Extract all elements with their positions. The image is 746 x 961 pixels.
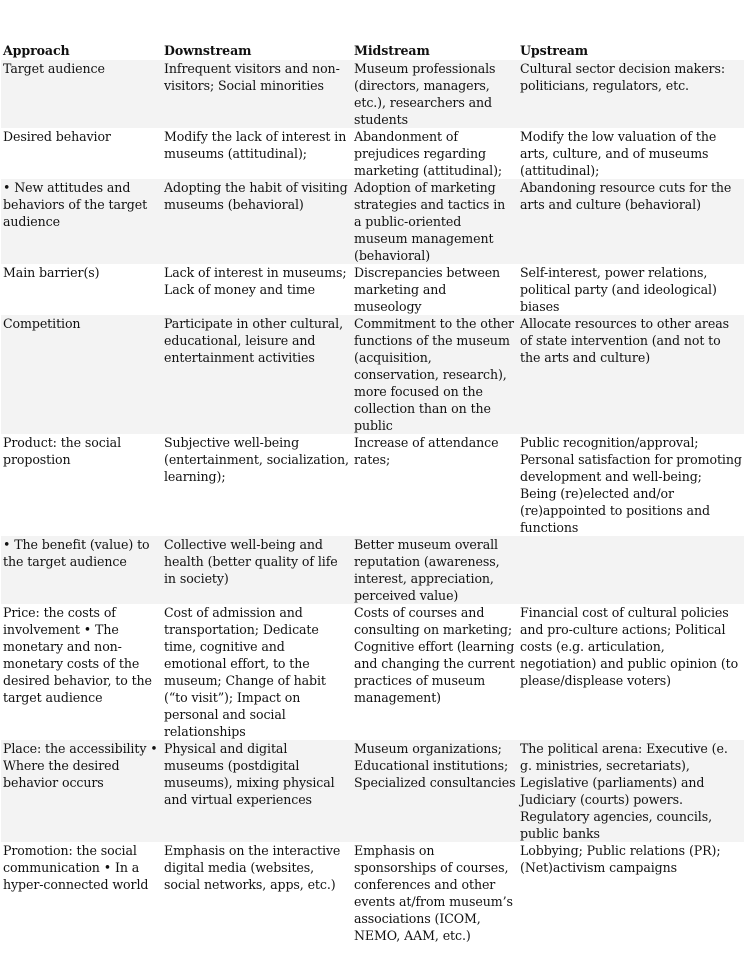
cell-midstream: Museum professionals (directors, managers, etc.), researchers and students bbox=[352, 60, 518, 128]
cell-midstream: Better museum overall reputation (awareness, interest, appreciation, perceived value) bbox=[352, 536, 518, 604]
header-approach: Approach bbox=[3, 43, 70, 58]
cell-approach: Product: the social propostion bbox=[3, 435, 121, 467]
table-row bbox=[1, 315, 744, 434]
header-downstream: Downstream bbox=[164, 43, 252, 58]
cell-midstream: Museum organizations; Educational institutions; Specialized consultancies bbox=[352, 740, 518, 842]
cell-midstream: Adoption of marketing strategies and tactics in a public-oriented museum management (behavioral) bbox=[352, 179, 518, 264]
cell-midstream: Emphasis on sponsorships of courses, conferences and other events at/from museum’s associations (ICOM, NEMO, AAM, etc.) bbox=[354, 843, 513, 943]
cell-downstream: Lack of interest in museums; Lack of money and time bbox=[164, 265, 347, 297]
table-row bbox=[1, 604, 744, 740]
cell-upstream: Self-interest, power relations, political party (and ideological) biases bbox=[520, 265, 717, 314]
cell-upstream: Cultural sector decision makers: politicians, regulators, etc. bbox=[518, 60, 744, 128]
cell-upstream: Allocate resources to other areas of state intervention (and not to the arts and culture) bbox=[518, 315, 744, 434]
table-header bbox=[1, 42, 744, 60]
cell-approach: Price: the costs of involvement • The monetary and non-monetary costs of the desired behavior, to the target audience bbox=[3, 605, 152, 705]
cell-upstream: Abandoning resource cuts for the arts and culture (behavioral) bbox=[518, 179, 744, 264]
cell-downstream: Emphasis on the interactive digital media (websites, social networks, apps, etc.) bbox=[164, 843, 341, 892]
table-row bbox=[1, 434, 744, 536]
cell-midstream: Costs of courses and consulting on marketing; Cognitive effort (learning and changing the current practices of museum management) bbox=[354, 605, 515, 705]
table-row bbox=[1, 842, 744, 961]
cell-downstream: Adopting the habit of visiting museums (behavioral) bbox=[162, 179, 352, 264]
cell-midstream: Increase of attendance rates; bbox=[354, 435, 499, 467]
table-row bbox=[1, 128, 744, 179]
cell-approach: • New attitudes and behaviors of the target audience bbox=[1, 179, 162, 264]
cell-approach: • The benefit (value) to the target audience bbox=[1, 536, 162, 604]
cell-midstream: Commitment to the other functions of the museum (acquisition, conservation, research), more focused on the collection than on the public bbox=[352, 315, 518, 434]
cell-upstream: Lobbying; Public relations (PR); (Net)activism campaigns bbox=[520, 843, 721, 875]
cell-approach: Target audience bbox=[1, 60, 162, 128]
cell-downstream: Cost of admission and transportation; Dedicate time, cognitive and emotional effort, to the museum; Change of habit (“to visit”); Impact on personal and social relationships bbox=[164, 605, 326, 739]
table-row bbox=[1, 264, 744, 315]
cell-upstream: Modify the low valuation of the arts, culture, and of museums (attitudinal); bbox=[520, 129, 717, 178]
cell-downstream: Participate in other cultural, educational, leisure and entertainment activities bbox=[162, 315, 352, 434]
cell-midstream: Abandonment of prejudices regarding marketing (attitudinal); bbox=[354, 129, 503, 178]
cell-approach: Promotion: the social communication • In a hyper-connected world bbox=[3, 843, 149, 892]
table-row bbox=[1, 740, 744, 842]
header-row bbox=[1, 42, 744, 60]
header-upstream: Upstream bbox=[520, 43, 589, 58]
table-row bbox=[1, 60, 744, 128]
cell-upstream: Public recognition/approval; Personal satisfaction for promoting development and well-being; Being (re)elected and/or (re)appointed to positions and functions bbox=[520, 435, 742, 535]
cell-approach: Desired behavior bbox=[3, 129, 111, 144]
cell-downstream: Subjective well-being (entertainment, socialization, learning); bbox=[164, 435, 349, 484]
cell-upstream: Financial cost of cultural policies and pro-culture actions; Political costs (e.g. articulation, negotiation) and public opinion (to please/displease voters) bbox=[520, 605, 739, 688]
cell-downstream: Modify the lack of interest in museums (attitudinal); bbox=[164, 129, 347, 161]
cell-midstream: Discrepancies between marketing and museology bbox=[354, 265, 501, 314]
table-body bbox=[1, 60, 744, 961]
cell-downstream: Physical and digital museums (postdigital museums), mixing physical and virtual experiences bbox=[162, 740, 352, 842]
cell-approach: Main barrier(s) bbox=[3, 265, 100, 280]
marketing-approach-table bbox=[1, 42, 744, 961]
table-row bbox=[1, 536, 744, 604]
cell-upstream: The political arena: Executive (e. g. ministries, secretariats), Legislative (parliaments) and Judiciary (courts) powers. Regulatory agencies, councils, public banks bbox=[518, 740, 744, 842]
table-row bbox=[1, 179, 744, 264]
cell-upstream bbox=[518, 536, 744, 604]
cell-approach: Place: the accessibility • Where the desired behavior occurs bbox=[1, 740, 162, 842]
cell-downstream: Infrequent visitors and non-visitors; Social minorities bbox=[162, 60, 352, 128]
cell-downstream: Collective well-being and health (better quality of life in society) bbox=[162, 536, 352, 604]
cell-approach: Competition bbox=[1, 315, 162, 434]
header-midstream: Midstream bbox=[354, 43, 430, 58]
